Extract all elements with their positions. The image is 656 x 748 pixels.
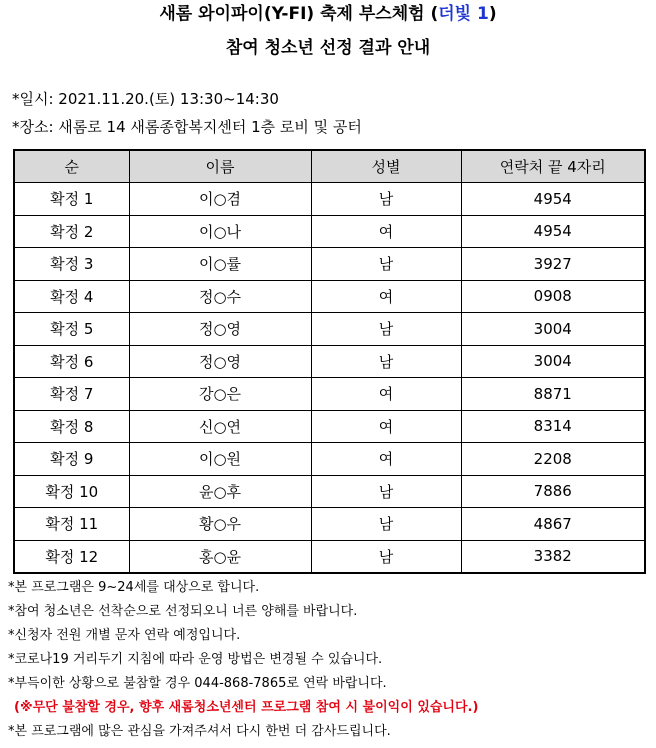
- cell-phone: 7886: [461, 475, 645, 508]
- table-row: [14, 475, 645, 508]
- title-part1: 새롬 와이파이(Y-FI) 축제 부스체험 (: [159, 4, 439, 24]
- note-contact: *신청자 전원 개별 문자 연락 예정입니다.: [8, 628, 241, 643]
- cell-order: 확정 1: [14, 183, 129, 216]
- cell-order: 확정 3: [14, 248, 129, 281]
- cell-gender: 남: [311, 313, 461, 346]
- cell-gender: 남: [311, 508, 461, 541]
- table-row: [14, 540, 645, 573]
- table-row: [14, 378, 645, 411]
- note-selection: *참여 청소년은 선착순으로 선정되오니 너른 양해를 바랍니다.: [8, 604, 358, 619]
- cell-phone: 3382: [461, 540, 645, 573]
- cell-gender: 남: [311, 345, 461, 378]
- cell-order: 확정 11: [14, 508, 129, 541]
- cell-gender: 여: [311, 443, 461, 476]
- cell-name: 정○수: [129, 280, 311, 313]
- table-row: [14, 215, 645, 248]
- table-row: [14, 313, 645, 346]
- cell-phone: 3004: [461, 345, 645, 378]
- table-row: [14, 508, 645, 541]
- cell-phone: 0908: [461, 280, 645, 313]
- cell-name: 이○원: [129, 443, 311, 476]
- cell-order: 확정 7: [14, 378, 129, 411]
- table-row: [14, 345, 645, 378]
- cell-gender: 남: [311, 540, 461, 573]
- note-warning: (※무단 불참할 경우, 향후 새롬청소년센터 프로그램 참여 시 불이익이 있습니다.): [14, 700, 479, 715]
- cell-name: 홍○윤: [129, 540, 311, 573]
- table-row: [14, 280, 645, 313]
- title-highlight: 더빛 1: [438, 4, 489, 24]
- cell-order: 확정 9: [14, 443, 129, 476]
- cell-phone: 3004: [461, 313, 645, 346]
- note-absence: *부득이한 상황으로 불참할 경우 044-868-7865로 연락 바랍니다.: [8, 676, 387, 691]
- table-header-row: [14, 150, 645, 183]
- note-thanks: *본 프로그램에 많은 관심을 가져주셔서 다시 한번 더 감사드립니다.: [8, 724, 391, 739]
- header-phone: 연락처 끝 4자리: [461, 150, 645, 183]
- notes-section: [8, 578, 478, 746]
- cell-phone: 3927: [461, 248, 645, 281]
- note-age: *본 프로그램은 9~24세를 대상으로 합니다.: [8, 580, 260, 595]
- cell-gender: 여: [311, 378, 461, 411]
- cell-name: 이○겸: [129, 183, 311, 216]
- cell-order: 확정 10: [14, 475, 129, 508]
- cell-phone: 8314: [461, 410, 645, 443]
- cell-name: 신○연: [129, 410, 311, 443]
- cell-name: 황○우: [129, 508, 311, 541]
- table-row: [14, 183, 645, 216]
- table-row: [14, 443, 645, 476]
- cell-order: 확정 8: [14, 410, 129, 443]
- header-gender: 성별: [311, 150, 461, 183]
- note-covid: *코로나19 거리두기 지침에 따라 운영 방법은 변경될 수 있습니다.: [8, 652, 383, 667]
- document-title: [0, 3, 656, 25]
- cell-name: 정○영: [129, 345, 311, 378]
- cell-phone: 8871: [461, 378, 645, 411]
- cell-gender: 여: [311, 215, 461, 248]
- cell-phone: 4867: [461, 508, 645, 541]
- results-table: [13, 149, 646, 574]
- cell-phone: 2208: [461, 443, 645, 476]
- title-part2: ): [488, 4, 497, 24]
- table-row: [14, 410, 645, 443]
- cell-order: 확정 2: [14, 215, 129, 248]
- cell-order: 확정 5: [14, 313, 129, 346]
- cell-phone: 4954: [461, 215, 645, 248]
- cell-gender: 여: [311, 280, 461, 313]
- cell-order: 확정 12: [14, 540, 129, 573]
- cell-gender: 남: [311, 183, 461, 216]
- header-order: 순: [14, 150, 129, 183]
- cell-gender: 남: [311, 475, 461, 508]
- table-row: [14, 248, 645, 281]
- event-place: *장소: 새롬로 14 새롬종합복지센터 1층 로비 및 공터: [12, 118, 362, 136]
- cell-name: 이○률: [129, 248, 311, 281]
- header-name: 이름: [129, 150, 311, 183]
- cell-order: 확정 4: [14, 280, 129, 313]
- event-date: *일시: 2021.11.20.(토) 13:30~14:30: [12, 90, 279, 108]
- cell-order: 확정 6: [14, 345, 129, 378]
- cell-name: 정○영: [129, 313, 311, 346]
- cell-name: 윤○후: [129, 475, 311, 508]
- document-subtitle: 참여 청소년 선정 결과 안내: [225, 38, 431, 58]
- cell-name: 이○나: [129, 215, 311, 248]
- cell-phone: 4954: [461, 183, 645, 216]
- cell-gender: 여: [311, 410, 461, 443]
- cell-gender: 남: [311, 248, 461, 281]
- cell-name: 강○은: [129, 378, 311, 411]
